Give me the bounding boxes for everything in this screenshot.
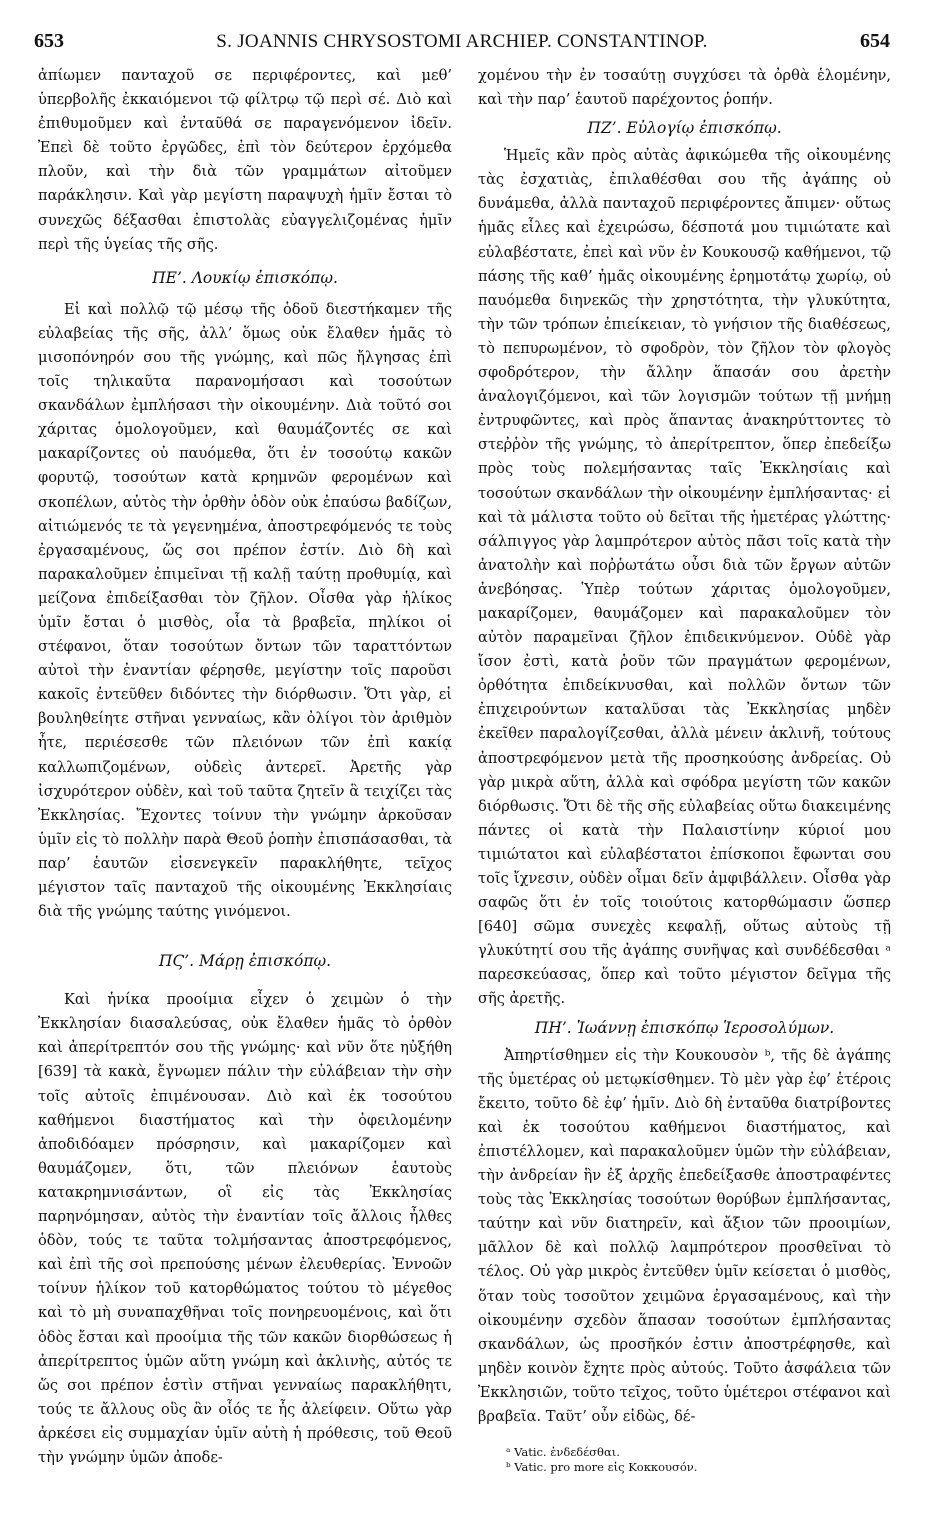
left-column bbox=[38, 64, 452, 1470]
page-number-left: 653 bbox=[34, 30, 64, 52]
letter-continuation: ἀπίωμεν πανταχοῦ σε περιφέροντες, καὶ μεθ’ ὑπερβολῆς ἐκκαιόμενοι τῷ φίλτρῳ τῷ περὶ σέ. Διὸ καὶ ἐπιθυμοῦμεν καὶ ἐνταῦθά σε παραγενόμενον ἰδεῖν. Ἐπεὶ δὲ τοῦτο ἐργῶδες, ἐπὶ τὸν δεύτερον ἐρχόμεθα πλοῦν, καὶ τὴν διὰ τῶν γραμμάτων αἰτοῦμεν παράκλησιν. Καὶ γὰρ μεγίστη παραψυχὴ ἡμῖν ἔσται τὸ συνεχῶς δέξασθαι ἐπιστολὰς εὐαγγελιζομένας ἡμῖν περὶ τῆς ὑγείας τῆς σῆς. bbox=[38, 67, 452, 253]
letter-body-85: Εἰ καὶ πολλῷ τῷ μέσῳ τῆς ὁδοῦ διεστήκαμεν τῆς εὐλαβείας τῆς σῆς, ἀλλ’ ὅμως οὐκ ἔλαθεν ἡμᾶς τὸ μισοπόνηρόν σου τῆς γνώμης, καὶ πῶς ἤλγησας ἐπὶ τοῖς τηλικαῦτα παρανομήσασι καὶ τοσούτων σκανδάλων ἐμπλήσασι τὴν οἰκουμένην. Διὰ τοῦτό σοι χάριτας ὁμολογοῦμεν, καὶ θαυμάζοντές σε καὶ μακαρίζοντες οὐ παυόμεθα, ὅτι ἐν τοσούτῳ κακῶν φορυτῷ, τοσούτων κατὰ κρημνῶν φερομένων καὶ σκοπέλων, αὐτὸς τὴν ὀρθὴν ὁδὸν οὐκ ἐπαύσω βαδίζων, αἰτιώμενός τε τὰ γεγενημένα, ἀποστρεφόμενός τε τοὺς ἐργασαμένους, ὥς σοι πρέπον ἐστίν. Διὸ δὴ καὶ παρακαλοῦμεν ἐπιμεῖναι τῇ καλῇ ταύτῃ προθυμίᾳ, καὶ μείζονα ἐπιδείξασθαι τὸν ζῆλον. Οἶσθα γὰρ ἡλίκος ὑμῖν ἔσται ὁ μισθὸς, οἷα τὰ βραβεῖα, πηλίκοι οἱ στέφανοι, ὅταν τοσούτων ὄντων τῶν ταραττόντων αὐτοὶ τὴν ἐναντίαν φέρησθε, μεγίστην τοῖς παροῦσι κακοῖς ἐντεῦθεν διδόντες τὴν διόρθωσιν. Ὅτι γὰρ, εἰ βουληθείητε στῆναι γενναίως, κἂν ὀλίγοι τὸν ἀριθμὸν ἦτε, περιέσεσθε τῶν πλειόνων τῶν ἐπὶ κακίᾳ καλλωπιζομένων, οὐδεὶς ἀντερεῖ. Ἀρετῆς γὰρ ἰσχυρότερον οὐδὲν, καὶ τοῦ ταῦτα ζητεῖν ἃ τειχίζει τὰς Ἐκκλησίας. Ἔχοντες τοίνυν τὴν γνώμην ἀρκοῦσαν ὑμῖν εἰς τὸ πολλὴν παρὰ Θεοῦ ῥοπὴν ἐπισπάσασθαι, τὰ παρ’ ἑαυτῶν εἰσενεγκεῖν παρακλήθητε, τεῖχος μέγιστον ταῖς πανταχοῦ τῆς οἰκουμένης Ἐκκλησίαις διὰ τῆς γνώμης ταύτης γινόμενοι. bbox=[38, 300, 452, 921]
letter-body-87: Ἡμεῖς κἂν πρὸς αὐτὰς ἀφικώμεθα τῆς οἰκουμένης τὰς ἐσχατιὰς, ἐπιλαθέσθαι σου τῆς ἀγάπης οὐ δυνάμεθα, ἀλλὰ πανταχοῦ περιφέροντες ἄπιμεν· οὕτως ἡμᾶς εἷλες καὶ ἐχειρώσω, δέσποτά μου τιμιώτατε καὶ εὐλαβέστατε, ἐπεὶ καὶ νῦν ἐν Κουκουσῷ καθήμενοι, τῷ πάσης τῆς καθ’ ἡμᾶς οἰκουμένης ἐρημοτάτῳ χωρίῳ, οὐ παυόμεθα διηνεκῶς τὴν χρηστότητα, τὴν γλυκύτητα, τὴν τῶν τρόπων ἐπιείκειαν, τὸ γνήσιον τῆς διαθέσεως, τὸ πεπυρωμένον, τὸ σφοδρὸν, τὸν ζῆλον τὸν φλογὸς σφοδρότερον, τὴν ἄλλην ἅπασάν σου ἀρετὴν ἀναλογιζόμενοι, καὶ τῶν λογισμῶν τούτων τῇ μνήμῃ ἐντρυφῶντες, καὶ πρὸς ἅπαντας ἀνακηρύττοντες τὸ στεῤῥὸν τῆς γνώμης, τὸ ἀπερίτρεπτον, ὅπερ ἐπεδείξω πρὸς τοὺς πολεμήσαντας ταῖς Ἐκκλησίαις καὶ τοσούτων σκανδάλων τὴν οἰκουμένην ἐμπλήσαντας· εἰ καὶ τὰ μάλιστα τοῦτο οὐ δεῖται τῆς ἡμετέρας γλώττης· σάλπιγγος γὰρ λαμπρότερον αὐτὸς πᾶσι τοῖς κατὰ τὴν ἀνατολὴν καὶ ποῤῥωτάτω οὖσι διὰ τῶν ἔργων αὐτῶν ἀνεβόησας. Ὑπὲρ τούτων χάριτας ὁμολογοῦμεν, μακαρίζομεν, θαυμάζομεν καὶ παρακαλοῦμεν τὸν αὐτὸν παραμεῖναι ζῆλον ἐπιδεικνύμενον. Οὐδὲ γὰρ ἴσον ἐστὶ, κατὰ ῥοῦν τῶν πραγμάτων φερομένων, ὀρθότητα ἐπιδείκνυσθαι, καὶ πολλῶν ὄντων τῶν ἐπιχειρούντων καταλῦσαι τὰς Ἐκκλησίας μηδὲν ἐκεῖθεν παραλογίζεσθαι, ἀλλὰ μένειν ἀκλινῆ, τούτους ἀποστρεφόμενον μετὰ τῆς προσηκούσης ἀνδρείας. Οὐ γὰρ μικρὰ αὕτη, ἀλλὰ καὶ σφόδρα μεγίστη τῶν κακῶν διόρθωσις. Ὅτι δὲ τῆς σῆς εὐλαβείας οὕτω διακειμένης πάντες οἱ κατὰ τὴν Παλαιστίνην κύριοί μου τιμιώτατοι καὶ εὐλαβέστατοι ἐπίσκοποι ἔφωνται σου τοῖς ἴχνεσιν, οὐδὲν οἶμαι δεῖν ἀμφιβάλλειν. Οἶσθα γὰρ σαφῶς ὅτι ἐν τοῖς τοιούτοις κατορθώμασιν ὥσπερ [640] σῶμα συνεχὲς κεφαλῇ, οὕτως αὐτοὺς τῇ γλυκύτητί σου τῆς ἀγάπης συνῆψας καὶ συνδέδεσθαι ᵃ παρεσκεύασας, ὅπερ καὶ τοῦτο μέγιστον δεῖγμα τῆς σῆς ἀρετῆς. bbox=[478, 147, 891, 1008]
footnote-a: ᵃ Vatic. ἐνδεδέσθαι. bbox=[506, 1445, 620, 1460]
letter-heading-86: ΠϚ’. Μάρῃ ἐπισκόπῳ. bbox=[158, 952, 332, 971]
letter-body-86: Καὶ ἡνίκα προοίμια εἶχεν ὁ χειμὼν ὁ τὴν Ἐκκλησίαν διασαλεύσας, οὐκ ἔλαθεν ἡμᾶς τὸ ὀρθὸν καὶ ἀπερίτρεπτόν σου τῆς γνώμης· καὶ νῦν ὅτε ηὐξήθη [639] τὰ κακὰ, ἔγνωμεν πάλιν τὴν εὐλάβειαν τὴν σὴν τοῖς αὐτοῖς ἐπιμένουσαν. Διὸ καὶ ἐκ τοσούτου καθήμενοι διαστήματος καὶ τὴν ὀφειλομένην ἀποδιδόαμεν πρόσρησιν, καὶ μακαρίζομεν καὶ θαυμάζομεν, ὅτι, τῶν πλειόνων ἑαυτοὺς κατακρημνισάντων, οἳ εἰς τὰς Ἐκκλησίας παρηνόμησαν, αὐτὸς τὴν ἐναντίαν τοῖς ἄλλοις ἦλθες ὁδὸν, τούς τε ταῦτα τολμήσαντας ἀποστρεφόμενος, καὶ ἐπὶ τῆς σοὶ πρεπούσης μένων ἐλευθερίας. Ἐννοῶν τοίνυν ἡλίκον τοῦ κατορθώματος τούτου τὸ μέγεθος καὶ τὸ μὴ συναπαχθῆναι τοῖς πονηρευομένοις, καὶ ὅτι ὁδὸς ἔσται καὶ προοίμια τῆς τῶν κακῶν διορθώσεως ἡ ἀπερίτρεπτος ὑμῶν αὕτη γνώμη καὶ ἀκλινὴς, αὐτός τε ὥς σοι πρέπον ἐστὶν στῆναι γενναίως παρακλήθητι, τούς τε ἄλλους οὓς ἂν οἷός τε ἧς ἀλείφειν. Οὕτω γὰρ ἀρκέσει εἰς συμμαχίαν ὑμῖν αὐτὴ ἡ πρόθεσις, τοῦ Θεοῦ τὴν γνώμην ὑμῶν ἀποδε- bbox=[38, 991, 452, 1466]
letter-continuation-right: χομένου τὴν ἐν τοσαύτῃ συγχύσει τὰ ὀρθὰ ἑλομένην, καὶ τὴν παρ’ ἑαυτοῦ παρέχοντος ῥοπήν. bbox=[478, 67, 891, 109]
letter-heading-88: ΠΗ’. Ἰωάννῃ ἐπισκόπῳ Ἱεροσολύμων. bbox=[534, 1018, 835, 1037]
footnotes bbox=[478, 1445, 891, 1475]
running-header bbox=[34, 30, 890, 60]
right-column bbox=[478, 64, 891, 1475]
footnote-b: ᵇ Vatic. pro more εἰς Κοκκουσόν. bbox=[506, 1460, 698, 1475]
letter-heading-87: ΠΖ’. Εὐλογίῳ ἐπισκόπῳ. bbox=[587, 119, 782, 138]
letter-heading-85: ΠΕ’. Λουκίῳ ἐπισκόπῳ. bbox=[152, 268, 338, 287]
letter-body-88: Ἀπηρτίσθημεν εἰς τὴν Κουκουσὸν ᵇ, τῆς δὲ ἀγάπης τῆς ὑμετέρας οὐ μετῳκίσθημεν. Τὸ μὲν γὰρ ἐφ’ ἑτέροις ἔκειτο, τοῦτο δὲ ἐφ’ ἡμῖν. Διὸ δὴ ἐνταῦθα διατρίβοντες καὶ ἐκ τοσούτου καθήμενοι διαστήματος, καὶ ἐπιστέλλομεν, καὶ παρακαλοῦμεν ὑμῶν τὴν εὐλάβειαν, τὴν ἀνδρείαν ἣν ἐξ ἀρχῆς ἐπεδείξασθε ἀποστραφέντες τοὺς τὰς Ἐκκλησίας τοσούτων θορύβων ἐμπλήσαντας, ταύτην καὶ νῦν διατηρεῖν, καὶ ἄξιον τῶν προοιμίων, μᾶλλον δὲ καὶ πολλῷ λαμπρότερον προσθεῖναι τὸ τέλος. Οὐ γὰρ μικρὸς ἐντεῦθεν ὑμῖν κείσεται ὁ μισθὸς, ὅταν τοὺς τοσοῦτον χειμῶνα ἐργασαμένους, καὶ τὴν οἰκουμένην σχεδὸν ἅπασαν τοσούτων ἐμπλήσαντας σκανδάλων, ὡς προσῆκόν ἐστιν ἀποστρέφησθε, καὶ μηδὲν κοινὸν ἔχητε πρὸς αὐτούς. Τοῦτο ἀσφάλεια τῶν Ἐκκλησιῶν, τοῦτο τεῖχος, τοῦτο ὑμέτεροι στέφανοι καὶ βραβεῖα. Ταῦτ’ οὖν εἰδὼς, δέ- bbox=[478, 1046, 891, 1425]
page-number-right: 654 bbox=[860, 30, 890, 52]
running-title: S. JOANNIS CHRYSOSTOMI ARCHIEP. CONSTANTINOP. bbox=[216, 31, 708, 52]
